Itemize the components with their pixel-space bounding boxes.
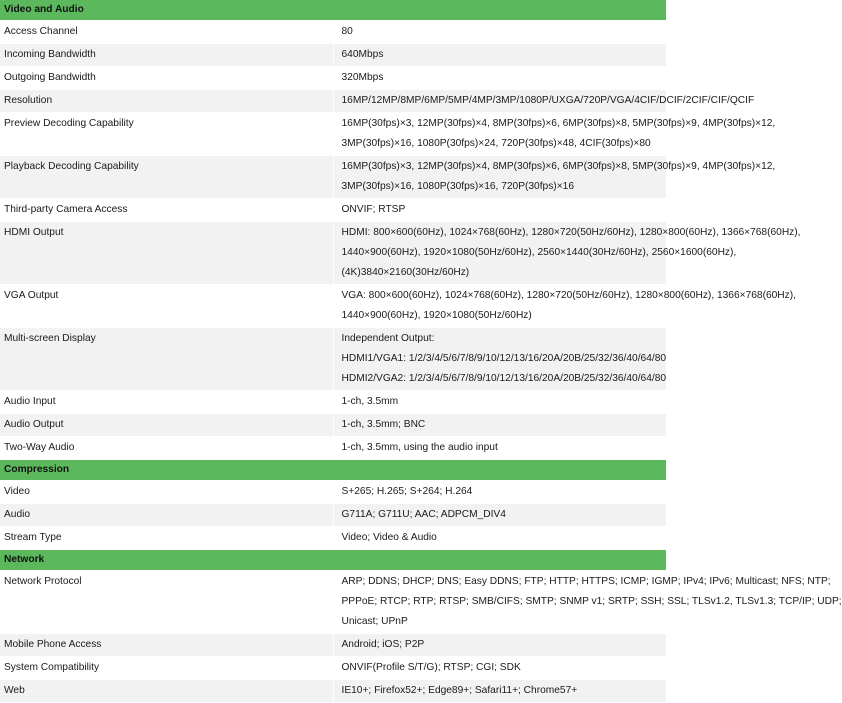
spec-label: Video [0,481,333,504]
spec-value-line: Android; iOS; P2P [341,639,425,650]
spec-row-hdmi-output [0,222,666,285]
spec-label: Resolution [0,90,333,113]
spec-row-video [0,481,666,504]
spec-row-audio-input [0,391,666,414]
section-title: Network [0,550,666,571]
spec-value-line: 16MP(30fps)×3, 12MP(30fps)×4, 8MP(30fps)×6, 6MP(30fps)×8, 5MP(30fps)×9, 4MP(30fps)×12, [341,161,776,172]
spec-label: VGA Output [0,285,333,328]
spec-value-line: 80 [341,26,353,37]
spec-label: Preview Decoding Capability [0,113,333,156]
spec-row-preview-decoding-capability [0,113,666,156]
spec-value-line: 640Mbps [341,49,384,60]
spec-value-line: G711A; G711U; AAC; ADPCM_DIV4 [341,509,506,520]
section-header-network [0,550,666,571]
spec-label: Mobile Phone Access [0,634,333,657]
spec-row-stream-type [0,527,666,550]
spec-value [333,504,666,527]
spec-value [333,285,796,328]
spec-value-line: HDMI: 800×600(60Hz), 1024×768(60Hz), 1280×720(50Hz/60Hz), 1280×800(60Hz), 1366×768(60Hz), [341,227,801,238]
spec-value-line: 320Mbps [341,72,384,83]
spec-label: Third-party Camera Access [0,199,333,222]
spec-label: Incoming Bandwidth [0,44,333,67]
spec-row-audio-output [0,414,666,437]
spec-value-line: 1-ch, 3.5mm [341,396,399,407]
spec-row-multi-screen-display [0,328,666,391]
spec-value-line: 1440×900(60Hz), 1920×1080(50Hz/60Hz) [341,310,532,321]
spec-label: Audio Output [0,414,333,437]
spec-value [333,414,666,437]
spec-value-line: IE10+; Firefox52+; Edge89+; Safari11+; Chrome57+ [341,685,578,696]
spec-row-vga-output [0,285,666,328]
spec-value-line: ARP; DDNS; DHCP; DNS; Easy DDNS; FTP; HTTP; HTTPS; ICMP; IGMP; IPv4; IPv6; Multicast; NFS; NTP; [341,576,831,587]
spec-label: System Compatibility [0,657,333,680]
section-header-video-and-audio [0,0,666,21]
spec-value-line: Independent Output: [341,333,435,344]
spec-row-system-compatibility [0,657,666,680]
spec-value [333,222,801,285]
spec-label: Stream Type [0,527,333,550]
spec-label: Web [0,680,333,703]
spec-label: Multi-screen Display [0,328,333,391]
spec-label: Two-Way Audio [0,437,333,460]
spec-value-line: 1-ch, 3.5mm, using the audio input [341,442,498,453]
spec-value-line: Unicast; UPnP [341,616,408,627]
spec-value-line: 1-ch, 3.5mm; BNC [341,419,426,430]
spec-row-outgoing-bandwidth [0,67,666,90]
spec-label: Playback Decoding Capability [0,156,333,199]
spec-value-line: ONVIF(Profile S/T/G); RTSP; CGI; SDK [341,662,521,673]
spec-row-resolution [0,90,666,113]
spec-label: Audio Input [0,391,333,414]
spec-value [333,527,666,550]
spec-value-line: 16MP/12MP/8MP/6MP/5MP/4MP/3MP/1080P/UXGA/720P/VGA/4CIF/DCIF/2CIF/CIF/QCIF [341,95,755,106]
spec-value-line: HDMI1/VGA1: 1/2/3/4/5/6/7/8/9/10/12/13/16/20A/20B/25/32/36/40/64/80 [341,353,667,364]
spec-label: Audio [0,504,333,527]
spec-value [333,657,666,680]
spec-value-line: ONVIF; RTSP [341,204,406,215]
spec-row-mobile-phone-access [0,634,666,657]
spec-label: Outgoing Bandwidth [0,67,333,90]
spec-label: Access Channel [0,21,333,44]
spec-value [333,571,842,634]
spec-value-line: PPPoE; RTCP; RTP; RTSP; SMB/CIFS; SMTP; SNMP v1; SRTP; SSH; SSL; TLSv1.2, TLSv1.3; TCP/IP; UDP; [341,596,842,607]
spec-value-line: S+265; H.265; S+264; H.264 [341,486,473,497]
spec-value-line: Video; Video & Audio [341,532,437,543]
section-header-compression [0,460,666,481]
spec-value [333,67,666,90]
spec-value [333,156,776,199]
spec-value [333,328,666,391]
spec-value [333,113,776,156]
spec-value [333,90,755,113]
spec-row-two-way-audio [0,437,666,460]
spec-value [333,391,666,414]
spec-value [333,199,666,222]
spec-label: HDMI Output [0,222,333,285]
spec-value [333,481,666,504]
spec-value [333,437,666,460]
spec-row-access-channel [0,21,666,44]
spec-value [333,44,666,67]
spec-value-line: 3MP(30fps)×16, 1080P(30fps)×16, 720P(30fps)×16 [341,181,574,192]
spec-value-line: HDMI2/VGA2: 1/2/3/4/5/6/7/8/9/10/12/13/16/20A/20B/25/32/36/40/64/80 [341,373,667,384]
spec-value-line: (4K)3840×2160(30Hz/60Hz) [341,267,470,278]
spec-value-line: 3MP(30fps)×16, 1080P(30fps)×24, 720P(30fps)×48, 4CIF(30fps)×80 [341,138,651,149]
spec-row-playback-decoding-capability [0,156,666,199]
spec-value [333,680,666,703]
spec-label: Network Protocol [0,571,333,634]
spec-row-web [0,680,666,703]
spec-row-third-party-camera-access [0,199,666,222]
spec-value-line: 1440×900(60Hz), 1920×1080(50Hz/60Hz), 2560×1440(30Hz/60Hz), 2560×1600(60Hz), [341,247,737,258]
spec-value [333,634,666,657]
spec-row-incoming-bandwidth [0,44,666,67]
spec-value [333,21,666,44]
spec-value-line: VGA: 800×600(60Hz), 1024×768(60Hz), 1280×720(50Hz/60Hz), 1280×800(60Hz), 1366×768(60Hz), [341,290,796,301]
spec-row-network-protocol [0,571,666,634]
section-title: Video and Audio [0,0,666,21]
spec-row-audio [0,504,666,527]
section-title: Compression [0,460,666,481]
spec-value-line: 16MP(30fps)×3, 12MP(30fps)×4, 8MP(30fps)×6, 6MP(30fps)×8, 5MP(30fps)×9, 4MP(30fps)×12, [341,118,776,129]
